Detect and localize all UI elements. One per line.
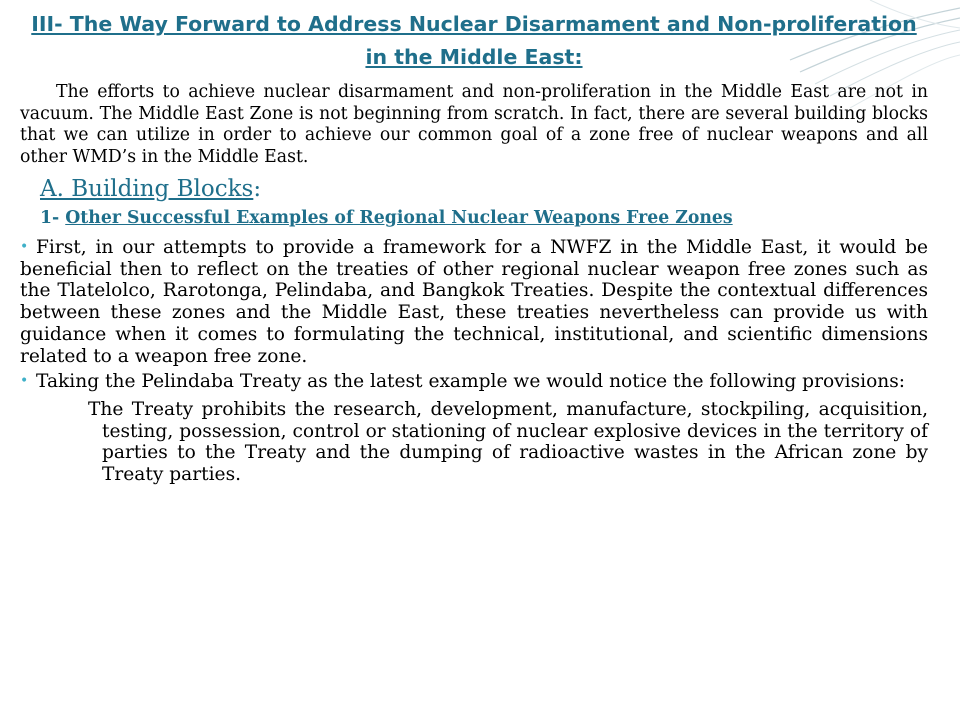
intro-paragraph: The efforts to achieve nuclear disarmament and non-proliferation in the Middle East are not in vacuum. The Middle East Zone is not beginning from scratch. In fact, there are several building blocks that we can utilize in order to achieve our common goal of a zone free of nuclear weapons and all other WMD’s in the Middle East.	[20, 82, 928, 167]
section-heading	[40, 174, 928, 205]
bullet-icon: •	[20, 239, 29, 255]
bullet-item	[20, 371, 928, 393]
bullet-icon: •	[20, 373, 29, 390]
subsection-number: 1-	[40, 208, 60, 228]
bullet-text: Taking the Pelindaba Treaty as the latest example we would notice the following provisions:	[36, 371, 906, 393]
treaty-quote: The Treaty prohibits the research, development, manufacture, stockpiling, acquisition, testing, possession, control or stationing of nuclear explosive devices in the territory of parties to the Treaty and the dumping of radioactive wastes in the African zone by Treaty parties.	[88, 398, 928, 486]
slide-title: III- The Way Forward to Address Nuclear Disarmament and Non-proliferation in the Middle East:	[31, 12, 917, 69]
bullet-text: First, in our attempts to provide a framework for a NWFZ in the Middle East, it would be beneficial then to reflect on the treaties of other regional nuclear weapon free zones such as the Tlatelolco, Rarotonga, Pelindaba, and Bangkok Treaties. Despite the contextual differences between these zones and the Middle East, these treaties nevertheless can provide us with guidance when it comes to formulating the technical, institutional, and scientific dimensions related to a weapon free zone.	[20, 237, 928, 367]
section-heading-colon: :	[253, 176, 262, 202]
section-heading-text: A. Building Blocks	[40, 176, 254, 202]
subsection-heading	[40, 205, 928, 231]
subsection-heading-text: Other Successful Examples of Regional Nuclear Weapons Free Zones	[65, 208, 733, 228]
slide-content	[20, 8, 928, 486]
bullet-item	[20, 237, 928, 367]
